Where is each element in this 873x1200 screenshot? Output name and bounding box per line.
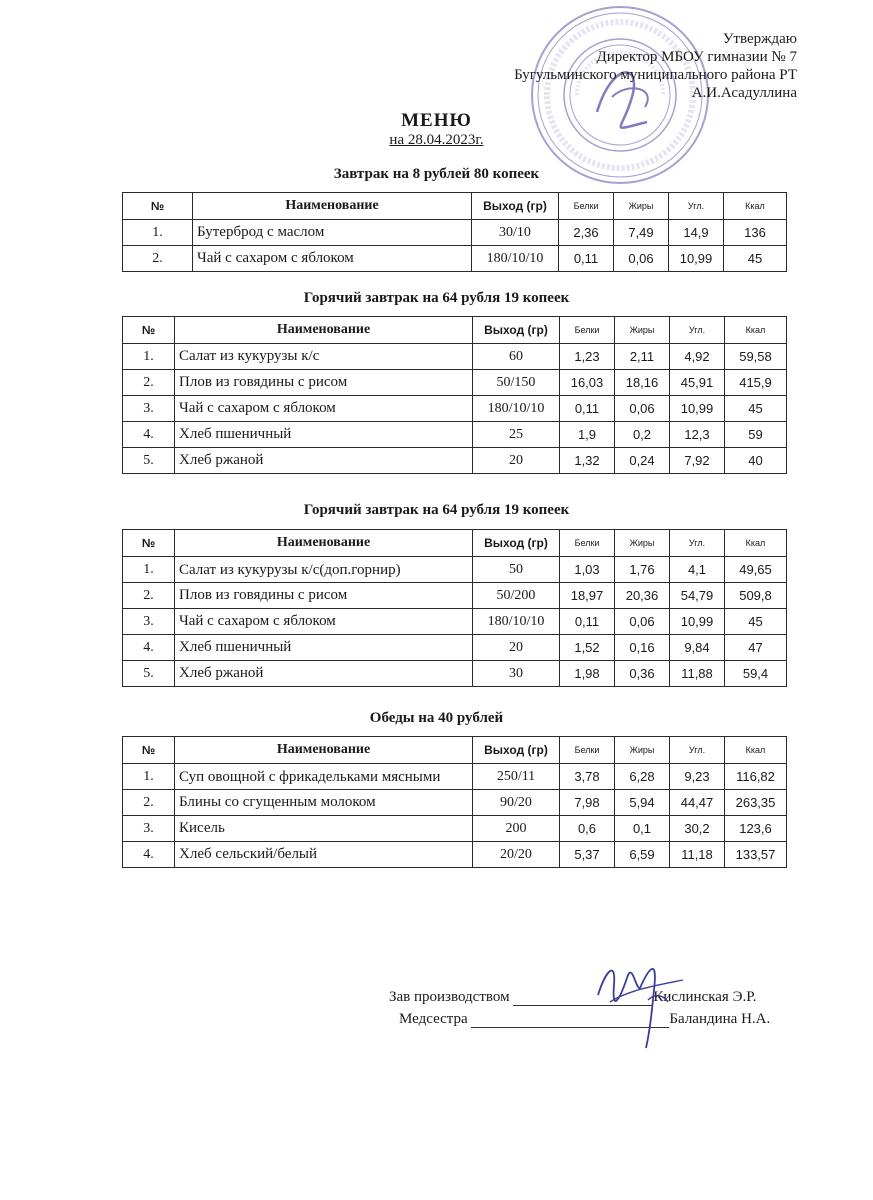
cell-yield: 50/150 bbox=[473, 370, 560, 396]
cell-yield: 20 bbox=[473, 448, 560, 474]
table-row bbox=[123, 842, 787, 868]
cell-yield: 60 bbox=[473, 344, 560, 370]
cell-yield: 180/10/10 bbox=[473, 609, 560, 635]
cell-carbs: 11,88 bbox=[670, 661, 725, 687]
cell-carbs: 45,91 bbox=[670, 370, 725, 396]
cell-no: 2. bbox=[123, 246, 193, 272]
cell-name: Плов из говядины с рисом bbox=[175, 583, 473, 609]
cell-fat: 6,59 bbox=[615, 842, 670, 868]
cell-kcal: 133,57 bbox=[725, 842, 787, 868]
cell-name: Салат из кукурузы к/с(доп.горнир) bbox=[175, 557, 473, 583]
cell-fat: 20,36 bbox=[615, 583, 670, 609]
cell-fat: 7,49 bbox=[614, 220, 669, 246]
section-title: Завтрак на 8 рублей 80 копеек bbox=[333, 166, 540, 182]
col-yield-header: Выход (гр) bbox=[473, 317, 560, 344]
approval-block bbox=[514, 30, 797, 102]
cell-protein: 1,9 bbox=[560, 422, 615, 448]
table-header-row bbox=[123, 530, 787, 557]
cell-no: 4. bbox=[123, 422, 175, 448]
cell-kcal: 136 bbox=[724, 220, 787, 246]
cell-protein: 1,52 bbox=[560, 635, 615, 661]
cell-fat: 6,28 bbox=[615, 764, 670, 790]
table-row bbox=[123, 661, 787, 687]
table-row bbox=[123, 246, 787, 272]
menu-table bbox=[122, 192, 787, 272]
cell-yield: 20 bbox=[473, 635, 560, 661]
menu-table bbox=[122, 316, 787, 474]
cell-carbs: 10,99 bbox=[670, 396, 725, 422]
cell-no: 2. bbox=[123, 790, 175, 816]
table-row bbox=[123, 396, 787, 422]
table-header-row bbox=[123, 737, 787, 764]
cell-name: Хлеб ржаной bbox=[175, 661, 473, 687]
cell-fat: 5,94 bbox=[615, 790, 670, 816]
section-title: Горячий завтрак на 64 рубля 19 копеек bbox=[303, 502, 570, 518]
cell-protein: 0,11 bbox=[559, 246, 614, 272]
cell-yield: 180/10/10 bbox=[473, 396, 560, 422]
cell-name: Хлеб пшеничный bbox=[175, 635, 473, 661]
signature-role: Зав производством bbox=[389, 989, 510, 1005]
signature-person: Кислинская Э.Р. bbox=[653, 989, 757, 1005]
cell-fat: 1,76 bbox=[615, 557, 670, 583]
cell-protein: 5,37 bbox=[560, 842, 615, 868]
section-title: Обеды на 40 рублей bbox=[369, 710, 504, 726]
col-carbs-header: Угл. bbox=[670, 737, 725, 764]
cell-no: 5. bbox=[123, 661, 175, 687]
cell-protein: 0,11 bbox=[560, 609, 615, 635]
cell-yield: 30 bbox=[473, 661, 560, 687]
cell-kcal: 45 bbox=[725, 396, 787, 422]
cell-no: 4. bbox=[123, 635, 175, 661]
cell-no: 1. bbox=[123, 557, 175, 583]
col-carbs-header: Угл. bbox=[670, 317, 725, 344]
cell-fat: 0,16 bbox=[615, 635, 670, 661]
cell-fat: 0,06 bbox=[615, 396, 670, 422]
col-yield-header: Выход (гр) bbox=[473, 530, 560, 557]
cell-kcal: 59,58 bbox=[725, 344, 787, 370]
section-title: Горячий завтрак на 64 рубля 19 копеек bbox=[303, 290, 570, 306]
page-title: МЕНЮ bbox=[401, 110, 472, 131]
table-row bbox=[123, 816, 787, 842]
cell-carbs: 10,99 bbox=[670, 609, 725, 635]
col-number-header: № bbox=[123, 193, 193, 220]
cell-name: Суп овощной с фрикадельками мясными bbox=[175, 764, 473, 790]
col-number-header: № bbox=[123, 317, 175, 344]
approval-line-4: А.И.Асадуллина bbox=[691, 85, 797, 101]
cell-kcal: 59 bbox=[725, 422, 787, 448]
cell-no: 2. bbox=[123, 370, 175, 396]
cell-kcal: 59,4 bbox=[725, 661, 787, 687]
cell-kcal: 123,6 bbox=[725, 816, 787, 842]
menu-date: на 28.04.2023г. bbox=[389, 132, 484, 148]
col-carbs-header: Угл. bbox=[669, 193, 724, 220]
cell-name: Чай с сахаром с яблоком bbox=[175, 609, 473, 635]
table-row bbox=[123, 609, 787, 635]
cell-yield: 20/20 bbox=[473, 842, 560, 868]
cell-protein: 18,97 bbox=[560, 583, 615, 609]
table-header-row bbox=[123, 193, 787, 220]
cell-protein: 7,98 bbox=[560, 790, 615, 816]
col-yield-header: Выход (гр) bbox=[472, 193, 559, 220]
cell-carbs: 54,79 bbox=[670, 583, 725, 609]
signature-person: Баландина Н.А. bbox=[669, 1011, 771, 1027]
cell-protein: 1,23 bbox=[560, 344, 615, 370]
col-fat-header: Жиры bbox=[615, 530, 670, 557]
cell-name: Чай с сахаром с яблоком bbox=[175, 396, 473, 422]
cell-protein: 16,03 bbox=[560, 370, 615, 396]
cell-name: Бутерброд с маслом bbox=[193, 220, 472, 246]
cell-yield: 25 bbox=[473, 422, 560, 448]
cell-no: 1. bbox=[123, 220, 193, 246]
cell-no: 3. bbox=[123, 396, 175, 422]
cell-fat: 0,06 bbox=[614, 246, 669, 272]
col-kcal-header: Ккал bbox=[724, 193, 787, 220]
table-row bbox=[123, 220, 787, 246]
table-row bbox=[123, 583, 787, 609]
table-row bbox=[123, 557, 787, 583]
cell-yield: 30/10 bbox=[472, 220, 559, 246]
cell-yield: 180/10/10 bbox=[472, 246, 559, 272]
col-protein-header: Белки bbox=[560, 530, 615, 557]
col-protein-header: Белки bbox=[559, 193, 614, 220]
approval-line-1: Утверждаю bbox=[722, 31, 797, 47]
col-carbs-header: Угл. bbox=[670, 530, 725, 557]
cell-no: 1. bbox=[123, 764, 175, 790]
cell-no: 3. bbox=[123, 609, 175, 635]
col-fat-header: Жиры bbox=[614, 193, 669, 220]
cell-protein: 2,36 bbox=[559, 220, 614, 246]
cell-carbs: 44,47 bbox=[670, 790, 725, 816]
cell-protein: 0,6 bbox=[560, 816, 615, 842]
col-yield-header: Выход (гр) bbox=[473, 737, 560, 764]
cell-protein: 3,78 bbox=[560, 764, 615, 790]
cell-kcal: 45 bbox=[724, 246, 787, 272]
cell-carbs: 30,2 bbox=[670, 816, 725, 842]
col-protein-header: Белки bbox=[560, 737, 615, 764]
cell-yield: 200 bbox=[473, 816, 560, 842]
cell-carbs: 9,23 bbox=[670, 764, 725, 790]
cell-no: 1. bbox=[123, 344, 175, 370]
cell-protein: 0,11 bbox=[560, 396, 615, 422]
cell-fat: 18,16 bbox=[615, 370, 670, 396]
table-row bbox=[123, 635, 787, 661]
cell-carbs: 4,92 bbox=[670, 344, 725, 370]
col-kcal-header: Ккал bbox=[725, 530, 787, 557]
cell-kcal: 509,8 bbox=[725, 583, 787, 609]
cell-carbs: 4,1 bbox=[670, 557, 725, 583]
col-fat-header: Жиры bbox=[615, 317, 670, 344]
cell-fat: 2,11 bbox=[615, 344, 670, 370]
cell-yield: 250/11 bbox=[473, 764, 560, 790]
cell-name: Блины со сгущенным молоком bbox=[175, 790, 473, 816]
cell-no: 2. bbox=[123, 583, 175, 609]
table-row bbox=[123, 764, 787, 790]
cell-fat: 0,06 bbox=[615, 609, 670, 635]
cell-carbs: 11,18 bbox=[670, 842, 725, 868]
cell-carbs: 10,99 bbox=[669, 246, 724, 272]
cell-kcal: 116,82 bbox=[725, 764, 787, 790]
cell-carbs: 14,9 bbox=[669, 220, 724, 246]
cell-no: 5. bbox=[123, 448, 175, 474]
signature-production bbox=[389, 989, 756, 1006]
col-fat-header: Жиры bbox=[615, 737, 670, 764]
table-row bbox=[123, 370, 787, 396]
cell-fat: 0,2 bbox=[615, 422, 670, 448]
cell-kcal: 415,9 bbox=[725, 370, 787, 396]
cell-kcal: 49,65 bbox=[725, 557, 787, 583]
table-row bbox=[123, 422, 787, 448]
table-row bbox=[123, 344, 787, 370]
cell-protein: 1,03 bbox=[560, 557, 615, 583]
cell-carbs: 7,92 bbox=[670, 448, 725, 474]
cell-name: Хлеб сельский/белый bbox=[175, 842, 473, 868]
signature-nurse bbox=[399, 1011, 770, 1028]
cell-name: Плов из говядины с рисом bbox=[175, 370, 473, 396]
col-kcal-header: Ккал bbox=[725, 737, 787, 764]
cell-name: Кисель bbox=[175, 816, 473, 842]
signature-role: Медсестра bbox=[399, 1011, 468, 1027]
cell-name: Хлеб ржаной bbox=[175, 448, 473, 474]
cell-no: 3. bbox=[123, 816, 175, 842]
cell-kcal: 263,35 bbox=[725, 790, 787, 816]
approval-line-2: Директор МБОУ гимназии № 7 bbox=[596, 49, 797, 65]
table-row bbox=[123, 790, 787, 816]
col-number-header: № bbox=[123, 737, 175, 764]
table-row bbox=[123, 448, 787, 474]
cell-fat: 0,1 bbox=[615, 816, 670, 842]
approval-line-3: Бугульминского муниципального района РТ bbox=[514, 67, 797, 83]
handwritten-signature-icon bbox=[588, 950, 698, 1050]
cell-fat: 0,36 bbox=[615, 661, 670, 687]
cell-name: Чай с сахаром с яблоком bbox=[193, 246, 472, 272]
cell-kcal: 40 bbox=[725, 448, 787, 474]
col-name-header: Наименование bbox=[175, 737, 473, 764]
cell-name: Хлеб пшеничный bbox=[175, 422, 473, 448]
cell-kcal: 47 bbox=[725, 635, 787, 661]
cell-yield: 90/20 bbox=[473, 790, 560, 816]
col-kcal-header: Ккал bbox=[725, 317, 787, 344]
cell-yield: 50/200 bbox=[473, 583, 560, 609]
cell-name: Салат из кукурузы к/с bbox=[175, 344, 473, 370]
col-name-header: Наименование bbox=[175, 530, 473, 557]
col-protein-header: Белки bbox=[560, 317, 615, 344]
cell-carbs: 12,3 bbox=[670, 422, 725, 448]
cell-no: 4. bbox=[123, 842, 175, 868]
menu-table bbox=[122, 736, 787, 868]
table-header-row bbox=[123, 317, 787, 344]
cell-yield: 50 bbox=[473, 557, 560, 583]
cell-carbs: 9,84 bbox=[670, 635, 725, 661]
cell-kcal: 45 bbox=[725, 609, 787, 635]
cell-protein: 1,32 bbox=[560, 448, 615, 474]
cell-fat: 0,24 bbox=[615, 448, 670, 474]
cell-protein: 1,98 bbox=[560, 661, 615, 687]
menu-table bbox=[122, 529, 787, 687]
col-number-header: № bbox=[123, 530, 175, 557]
col-name-header: Наименование bbox=[193, 193, 472, 220]
col-name-header: Наименование bbox=[175, 317, 473, 344]
